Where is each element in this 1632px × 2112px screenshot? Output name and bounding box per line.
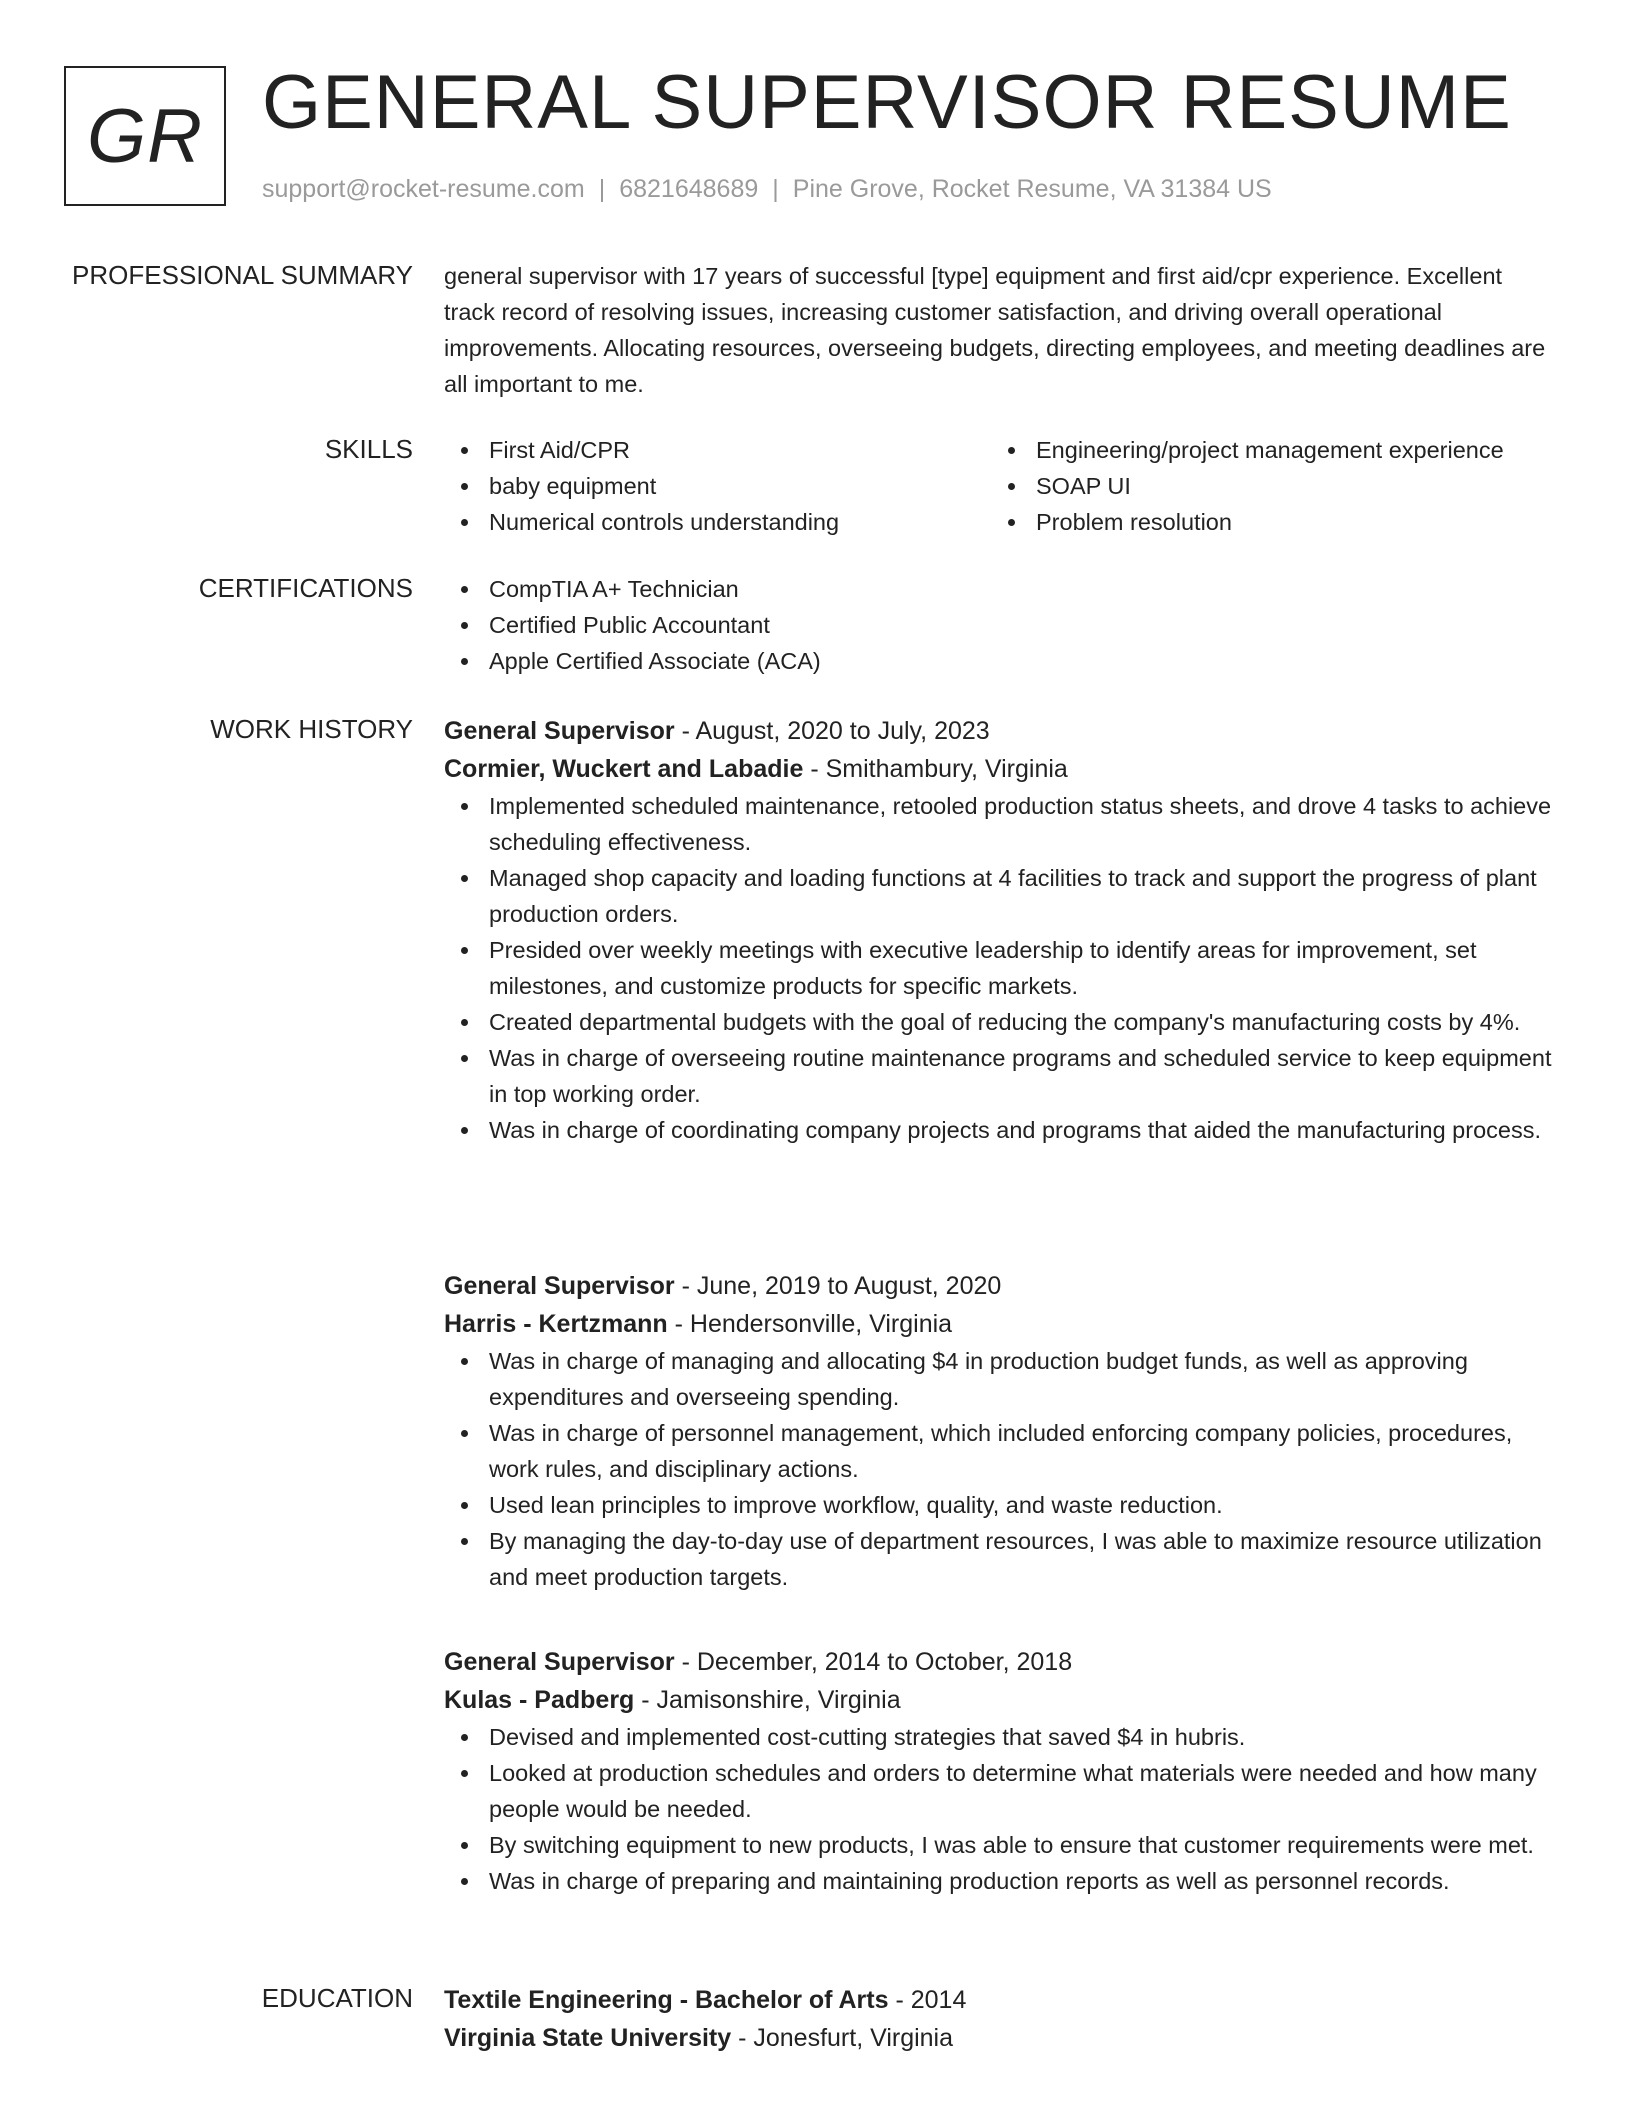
skill-item: Engineering/project management experience <box>991 432 1538 468</box>
skill-item: SOAP UI <box>991 468 1538 504</box>
job-entry <box>444 712 1554 1148</box>
job-bullet: Was in charge of personnel management, which included enforcing company policies, procedures, work rules, and disciplinary actions. <box>444 1415 1554 1487</box>
certifications-body <box>444 571 1554 679</box>
monogram-text: GR <box>87 93 203 179</box>
skill-item: First Aid/CPR <box>444 432 991 468</box>
job-dates: - June, 2019 to August, 2020 <box>674 1272 1002 1300</box>
contact-phone[interactable]: 6821648689 <box>619 175 759 203</box>
job-company-line <box>444 1305 1554 1343</box>
job-title: General Supervisor <box>444 1272 675 1300</box>
job-dates: - December, 2014 to October, 2018 <box>674 1648 1073 1676</box>
job-bullet: Managed shop capacity and loading functions at 4 facilities to track and support the progress of plant production orders. <box>444 860 1554 932</box>
job-bullet: By switching equipment to new products, I was able to ensure that customer requirements were met. <box>444 1827 1554 1863</box>
skills-list-left <box>444 432 991 540</box>
education-year: - 2014 <box>888 1986 967 2014</box>
section-label-education: EDUCATION <box>261 1983 413 2013</box>
section-label-summary: PROFESSIONAL SUMMARY <box>72 260 413 290</box>
job-bullet: Devised and implemented cost-cutting strategies that saved $4 in hubris. <box>444 1719 1554 1755</box>
skill-item: Problem resolution <box>991 504 1538 540</box>
job-bullet-list <box>444 1343 1554 1595</box>
summary-body <box>444 258 1554 402</box>
certification-item: Apple Certified Associate (ACA) <box>444 643 1554 679</box>
education-location: - Jonesfurt, Virginia <box>731 2024 954 2052</box>
job-bullet: Was in charge of managing and allocating $4 in production budget funds, as well as approving expenditures and overseeing spending. <box>444 1343 1554 1415</box>
certifications-list <box>444 571 1554 679</box>
skills-body <box>444 432 1554 540</box>
contact-separator: | <box>598 175 606 203</box>
job-entry <box>444 1267 1554 1595</box>
job-bullet: Presided over weekly meetings with executive leadership to identify areas for improvement, set milestones, and customize products for specific markets. <box>444 932 1554 1004</box>
job-company: Cormier, Wuckert and Labadie <box>444 755 804 783</box>
skill-item: baby equipment <box>444 468 991 504</box>
contact-address: Pine Grove, Rocket Resume, VA 31384 US <box>792 175 1272 203</box>
job-bullet: By managing the day-to-day use of department resources, I was able to maximize resource utilization and meet production targets. <box>444 1523 1554 1595</box>
job-bullet: Implemented scheduled maintenance, retooled production status sheets, and drove 4 tasks to achieve scheduling effectiveness. <box>444 788 1554 860</box>
job-title: General Supervisor <box>444 717 675 745</box>
job-bullet: Was in charge of preparing and maintaining production reports as well as personnel records. <box>444 1863 1554 1899</box>
resume-title: GENERAL SUPERVISOR RESUME <box>262 60 1512 145</box>
job-dates: - August, 2020 to July, 2023 <box>674 717 990 745</box>
section-label-certifications: CERTIFICATIONS <box>198 573 413 603</box>
education-body <box>444 1981 1554 2057</box>
job-bullet: Looked at production schedules and orders to determine what materials were needed and how many people would be needed. <box>444 1755 1554 1827</box>
education-degree: Textile Engineering - Bachelor of Arts <box>444 1986 889 2014</box>
skills-list-right <box>991 432 1538 540</box>
certification-item: Certified Public Accountant <box>444 607 1554 643</box>
job-bullet-list <box>444 1719 1554 1899</box>
job-company: Harris - Kertzmann <box>444 1310 668 1338</box>
job-location: - Hendersonville, Virginia <box>667 1310 953 1338</box>
job-bullet: Created departmental budgets with the goal of reducing the company's manufacturing costs by 4%. <box>444 1004 1554 1040</box>
job-location: - Jamisonshire, Virginia <box>634 1686 901 1714</box>
education-degree-line <box>444 1981 1554 2019</box>
contact-separator: | <box>772 175 779 203</box>
job-title-line <box>444 712 1554 750</box>
section-label-skills: SKILLS <box>324 434 413 464</box>
job-company-line <box>444 750 1554 788</box>
job-bullet: Was in charge of overseeing routine maintenance programs and scheduled service to keep equipment in top working order. <box>444 1040 1554 1112</box>
skill-item: Numerical controls understanding <box>444 504 991 540</box>
monogram-badge <box>64 66 226 206</box>
job-company: Kulas - Padberg <box>444 1686 635 1714</box>
summary-text: general supervisor with 17 years of successful [type] equipment and first aid/cpr experience. Excellent track record of resolving issues, increasing customer satisfaction, and driving overall operational improvements. Allocating resources, overseeing budgets, directing employees, and meeting deadlines are all important to me. <box>444 263 1546 397</box>
section-label-work-history: WORK HISTORY <box>210 714 413 744</box>
job-bullet-list <box>444 788 1554 1148</box>
skills-grid <box>444 432 1554 540</box>
job-title: General Supervisor <box>444 1648 675 1676</box>
job-bullet: Was in charge of coordinating company projects and programs that aided the manufacturing process. <box>444 1112 1554 1148</box>
contact-email[interactable]: support@rocket-resume.com <box>262 175 585 203</box>
certification-item: CompTIA A+ Technician <box>444 571 1554 607</box>
education-school-line <box>444 2019 1554 2057</box>
job-entry <box>444 1643 1554 1899</box>
job-title-line <box>444 1267 1554 1305</box>
job-bullet: Used lean principles to improve workflow, quality, and waste reduction. <box>444 1487 1554 1523</box>
job-location: - Smithambury, Virginia <box>803 755 1068 783</box>
contact-line <box>262 174 1272 204</box>
education-school: Virginia State University <box>444 2024 732 2052</box>
job-company-line <box>444 1681 1554 1719</box>
job-title-line <box>444 1643 1554 1681</box>
